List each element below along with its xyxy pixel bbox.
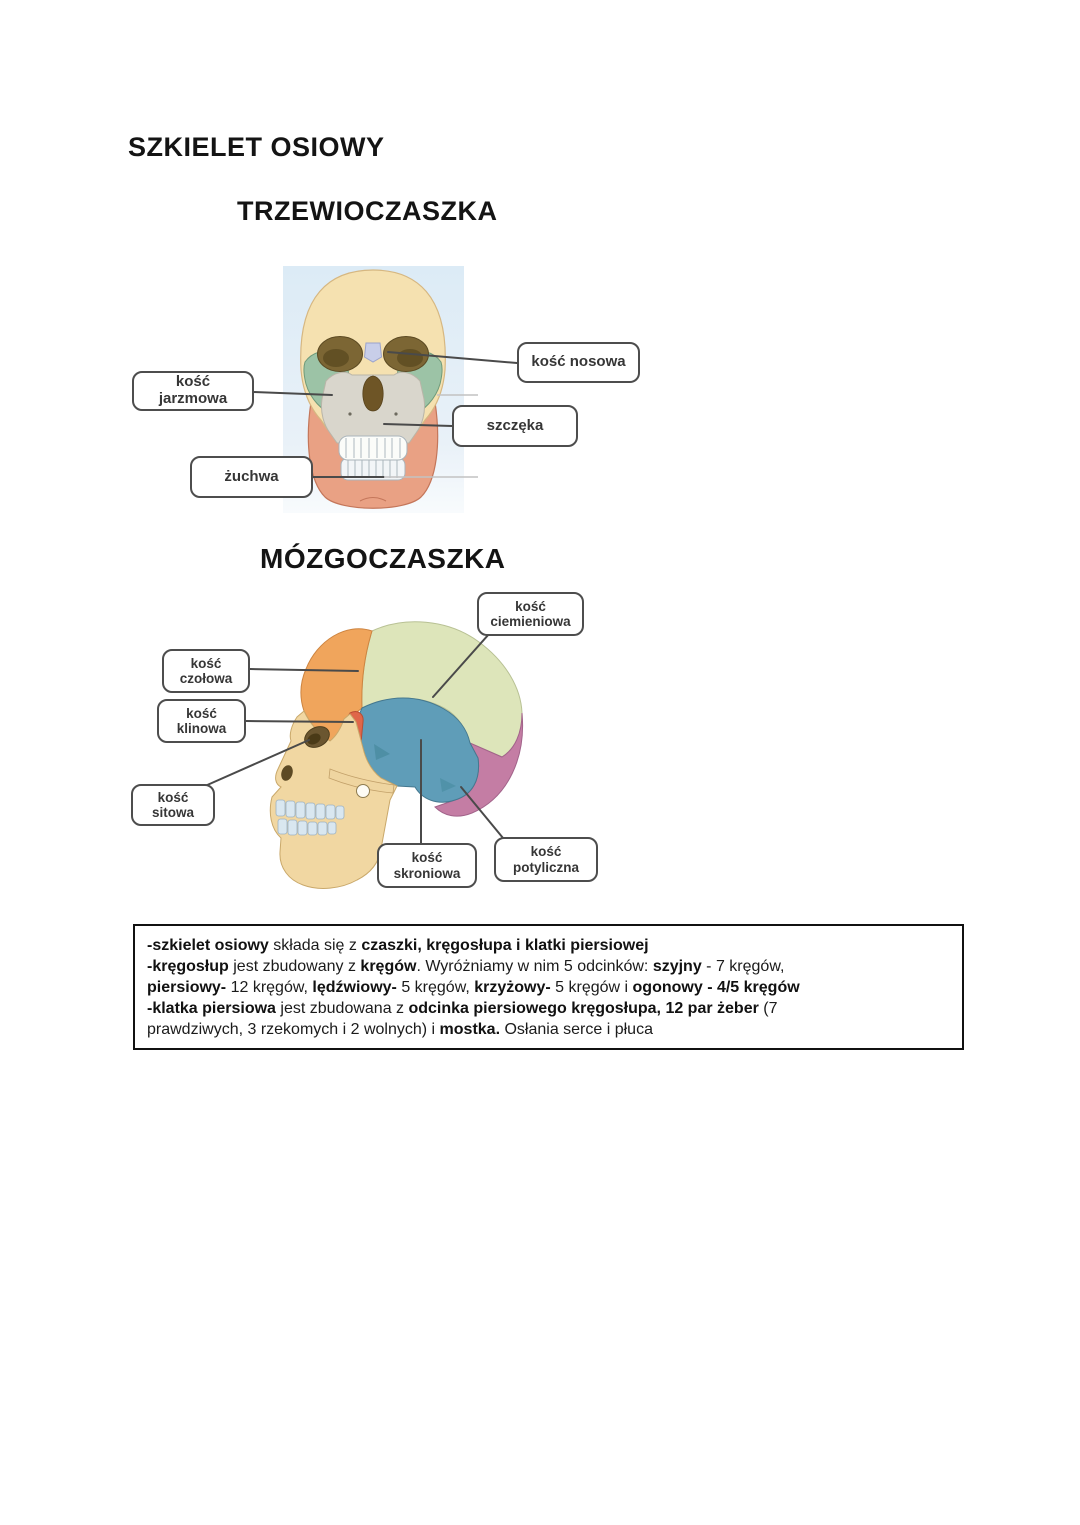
info-line: -szkielet osiowy składa się z czaszki, kręgosłupa i klatki piersiowej <box>147 937 649 954</box>
info-line: -kręgosłup jest zbudowany z kręgów. Wyróżniamy w nim 5 odcinków: szyjny - 7 kręgów, <box>147 958 785 975</box>
label-text: kość jarzmowa <box>158 373 228 407</box>
infraorbital-foramen-left <box>348 412 351 415</box>
label-text: kość sitowa <box>151 789 194 820</box>
section-title-mozgoczaszka: MÓZGOCZASZKA <box>260 543 506 574</box>
infraorbital-foramen-right <box>394 412 397 415</box>
connector-klinowa <box>246 721 353 722</box>
nasal-aperture <box>363 376 383 411</box>
label-kosc-czolowa <box>162 649 250 693</box>
label-szczeka <box>452 405 578 447</box>
info-line: piersiowy- 12 kręgów, lędźwiowy- 5 kręgów, krzyżowy- 5 kręgów i ogonowy - 4/5 kręgów <box>147 979 800 996</box>
label-kosc-sitowa <box>131 784 215 826</box>
label-zuchwa <box>190 456 313 498</box>
info-box-text <box>147 935 950 1040</box>
info-box <box>133 924 964 1050</box>
label-text: szczęka <box>486 416 544 434</box>
section-title-trzewioczaszka: TRZEWIOCZASZKA <box>237 196 498 226</box>
label-text: kość potyliczna <box>512 844 579 875</box>
label-text: żuchwa <box>224 467 279 485</box>
label-text: kość nosowa <box>531 353 626 371</box>
label-text: kość skroniowa <box>393 850 461 881</box>
label-text: kość ciemieniowa <box>490 598 571 629</box>
eye-socket-right-shadow <box>397 349 423 367</box>
label-text: kość czołowa <box>179 655 233 686</box>
info-line: prawdziwych, 3 rzekomych i 2 wolnych) i mostka. Osłania serce i płuca <box>147 1021 653 1038</box>
upper-teeth <box>339 436 407 460</box>
info-line: -klatka piersiowa jest zbudowana z odcinka piersiowego kręgosłupa, 12 par żeber (7 <box>147 1000 778 1017</box>
label-kosc-skroniowa <box>377 843 477 888</box>
label-kosc-ciemieniowa <box>477 592 584 636</box>
label-kosc-potyliczna <box>494 837 598 882</box>
label-kosc-klinowa <box>157 699 246 743</box>
page-title: SZKIELET OSIOWY <box>128 132 385 162</box>
label-text: kość klinowa <box>176 705 227 736</box>
label-kosc-nosowa <box>517 342 640 383</box>
ear-canal <box>357 785 370 798</box>
eye-socket-left-shadow <box>323 349 349 367</box>
label-kosc-jarzmowa <box>132 371 254 411</box>
